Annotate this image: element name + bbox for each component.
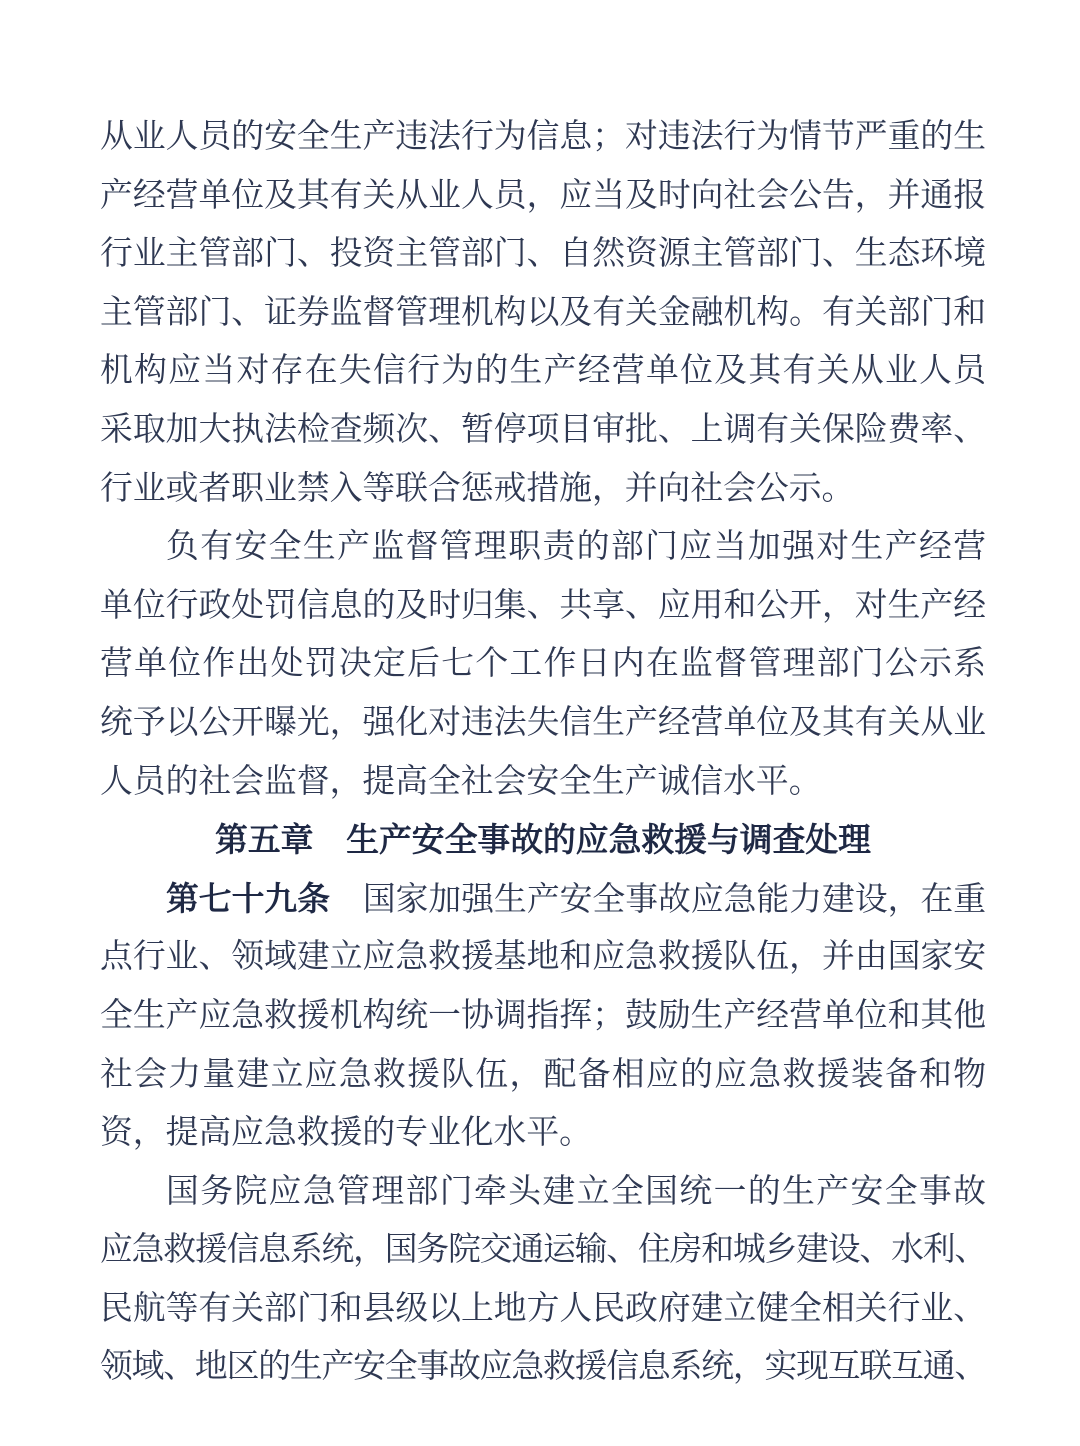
article-79-paragraph-1-line-4: 社会力量建立应急救援队伍，配备相应的应急救援装备和物 [100,1056,986,1093]
paragraph-credit-punishment-line-4: 主管部门、证券监督管理机构以及有关金融机构。有关部门和 [100,294,986,331]
paragraph-penalty-publicity-line-5: 人员的社会监督，提高全社会安全生产诚信水平。 [100,763,822,800]
paragraph-penalty-publicity-line-2: 单位行政处罚信息的及时归集、共享、应用和公开，对生产经 [100,587,986,624]
paragraph-penalty-publicity-line-4: 统予以公开曝光，强化对违法失信生产经营单位及其有关从业 [100,704,986,741]
article-79-paragraph-1-line-5: 资，提高应急救援的专业化水平。 [100,1115,592,1152]
paragraph-credit-punishment-line-2: 产经营单位及其有关从业人员，应当及时向社会公告，并通报 [100,177,986,214]
article-79-paragraph-1-line-2: 点行业、领域建立应急救援基地和应急救援队伍，并由国家安 [100,939,986,976]
article-79-paragraph-2-line-3: 民航等有关部门和县级以上地方人民政府建立健全相关行业、 [100,1290,986,1327]
paragraph-credit-punishment-line-1: 从业人员的安全生产违法行为信息；对违法行为情节严重的生 [100,119,986,155]
article-number: 第七十九条 [166,879,331,917]
article-79-paragraph-2-line-4: 领域、地区的生产安全事故应急救援信息系统，实现互联互通、 [100,1349,986,1386]
paragraph-penalty-publicity-line-1: 负有安全生产监督管理职责的部门应当加强对生产经营 [166,529,986,566]
paragraph-credit-punishment-line-7: 行业或者职业禁入等联合惩戒措施，并向社会公示。 [100,470,855,507]
document-text-column [100,108,986,1397]
paragraph-penalty-publicity-line-3: 营单位作出处罚决定后七个工作日内在监督管理部门公示系 [100,646,986,683]
chapter-5-heading: 第五章 生产安全事故的应急救援与调查处理 [215,821,871,859]
article-79-paragraph-1-line-1: 第七十九条 国家加强生产安全事故应急能力建设，在重 [166,879,987,918]
article-79-paragraph-2-line-1: 国务院应急管理部门牵头建立全国统一的生产安全事故 [166,1173,986,1210]
paragraph-credit-punishment-line-3: 行业主管部门、投资主管部门、自然资源主管部门、生态环境 [100,236,986,273]
paragraph-credit-punishment-line-5: 机构应当对存在失信行为的生产经营单位及其有关从业人员 [100,353,986,390]
paragraph-credit-punishment-line-6: 采取加大执法检查频次、暂停项目审批、上调有关保险费率、 [100,411,986,448]
article-79-paragraph-1-line-3: 全生产应急救援机构统一协调指挥；鼓励生产经营单位和其他 [100,997,986,1034]
article-79-paragraph-2-line-2: 应急救援信息系统，国务院交通运输、住房和城乡建设、水利、 [100,1232,986,1269]
